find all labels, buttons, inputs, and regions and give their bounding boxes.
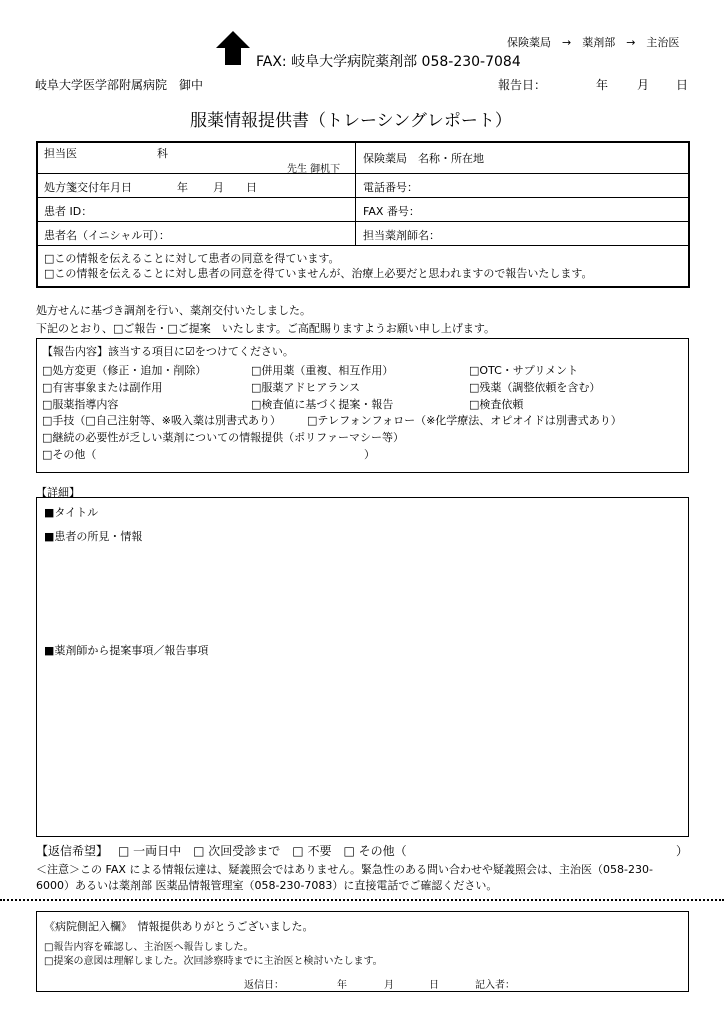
- details-heading: 【詳細】: [36, 486, 80, 499]
- details-findings-label: ■患者の所見・情報: [44, 530, 143, 543]
- details-proposal-label: ■薬剤師から提案事項／報告事項: [44, 644, 209, 657]
- checkbox-adverse-event[interactable]: □有害事象または副作用: [42, 381, 163, 394]
- page-title: 服薬情報提供書（トレーシングレポート）: [190, 111, 512, 131]
- checkbox-polypharmacy[interactable]: □継続の必要性が乏しい薬剤についての情報提供（ポリファーマシー等）: [42, 431, 404, 444]
- fax-number-label: FAX 番号：: [363, 205, 420, 218]
- patient-id-label: 患者 ID：: [44, 205, 93, 218]
- reply-month: 月: [384, 980, 394, 991]
- routing-text: 保険薬局 → 薬剤部 → 主治医: [507, 36, 680, 49]
- checkbox-other[interactable]: □その他（: [42, 448, 97, 461]
- table-divider: [355, 143, 356, 245]
- consent-yes-checkbox[interactable]: □この情報を伝えることに対して患者の同意を得ています。: [44, 252, 340, 265]
- fax-number: FAX: 岐阜大学病院薬剤部 058-230-7084: [256, 54, 521, 70]
- reply-options[interactable]: □ 一両日中 □ 次回受診まで □ 不要 □ その他（: [118, 844, 407, 858]
- rx-day: 日: [246, 181, 257, 194]
- consent-no-checkbox[interactable]: □この情報を伝えることに対し患者の同意を得ていませんが、治療上必要だと思われますので報告いたします。: [44, 267, 593, 280]
- other-close-paren: ）: [364, 448, 375, 461]
- table-rule: [38, 197, 688, 198]
- checkbox-technique[interactable]: □手技（□自己注射等、※吸入薬は別書式あり）: [42, 414, 282, 427]
- doctor-honorific: 先生 御机下: [287, 164, 341, 175]
- pharmacist-label: 担当薬剤師名：: [363, 229, 440, 242]
- report-date-label: 報告日：: [498, 78, 547, 92]
- report-day: 日: [676, 78, 689, 92]
- checkbox-lab-proposal[interactable]: □検査値に基づく提案・報告: [251, 398, 394, 411]
- intro-line-2: 下記のとおり、□ご報告・□ご提案 いたします。ご高配賜りますようお願い申し上げます。: [36, 322, 496, 335]
- up-arrow-icon: [215, 30, 251, 66]
- reply-close-paren: ）: [676, 844, 689, 858]
- cut-line: [0, 899, 724, 901]
- hospital-check-2[interactable]: □提案の意図は理解しました。次回診察時までに主治医と検討いたします。: [44, 956, 383, 967]
- table-rule: [38, 221, 688, 222]
- report-heading: 【報告内容】該当する項目に☑をつけてください。: [42, 345, 294, 358]
- reply-day: 日: [429, 980, 439, 991]
- table-rule: [38, 245, 688, 246]
- department-label: 科: [157, 147, 168, 160]
- doctor-label: 担当医: [44, 147, 77, 160]
- report-month: 月: [637, 78, 650, 92]
- checkbox-guidance[interactable]: □服薬指導内容: [42, 398, 119, 411]
- checkbox-concomitant[interactable]: □併用薬（重複、相互作用）: [251, 364, 394, 377]
- rx-date-label: 処方箋交付年月日: [44, 181, 132, 194]
- checkbox-otc[interactable]: □OTC・サプリメント: [469, 364, 579, 377]
- reply-date-label: 返信日：: [244, 980, 284, 991]
- addressee: 岐阜大学医学部附属病院 御中: [35, 78, 204, 92]
- rx-month: 月: [213, 181, 224, 194]
- checkbox-adherence[interactable]: □服薬アドヒアランス: [251, 381, 361, 394]
- checkbox-residual[interactable]: □残薬（調整依頼を含む）: [469, 381, 601, 394]
- details-box[interactable]: [36, 497, 689, 837]
- intro-line-1: 処方せんに基づき調剤を行い、薬剤交付いたしました。: [36, 304, 311, 317]
- checkbox-rx-change[interactable]: □処方変更（修正・追加・削除）: [42, 364, 207, 377]
- checkbox-lab-request[interactable]: □検査依頼: [469, 398, 524, 411]
- rx-year: 年: [177, 181, 188, 194]
- details-title-label: ■タイトル: [44, 506, 99, 519]
- reply-heading: 【返信希望】: [36, 844, 109, 858]
- hospital-heading: 《病院側記入欄》 情報提供ありがとうございました。: [44, 920, 314, 933]
- writer-label: 記入者：: [475, 980, 515, 991]
- reply-year: 年: [337, 980, 347, 991]
- phone-label: 電話番号：: [363, 181, 418, 194]
- pharmacy-name-label: 保険薬局 名称・所在地: [363, 152, 484, 165]
- patient-name-label: 患者名（イニシャル可）：: [44, 229, 170, 242]
- notice-line-2: 6000）あるいは薬剤部 医薬品情報管理室（058-230-7083）に直接電話でご確認ください。: [36, 879, 498, 892]
- table-rule: [38, 173, 688, 174]
- hospital-check-1[interactable]: □報告内容を確認し、主治医へ報告しました。: [44, 942, 254, 953]
- report-year: 年: [596, 78, 609, 92]
- notice-line-1: ＜注意＞この FAX による情報伝達は、疑義照会ではありません。緊急性のある問い合わせや疑義照会は、主治医（058-230-: [36, 863, 653, 876]
- checkbox-telephone-follow[interactable]: □テレフォンフォロー（※化学療法、オピオイドは別書式あり）: [307, 414, 622, 427]
